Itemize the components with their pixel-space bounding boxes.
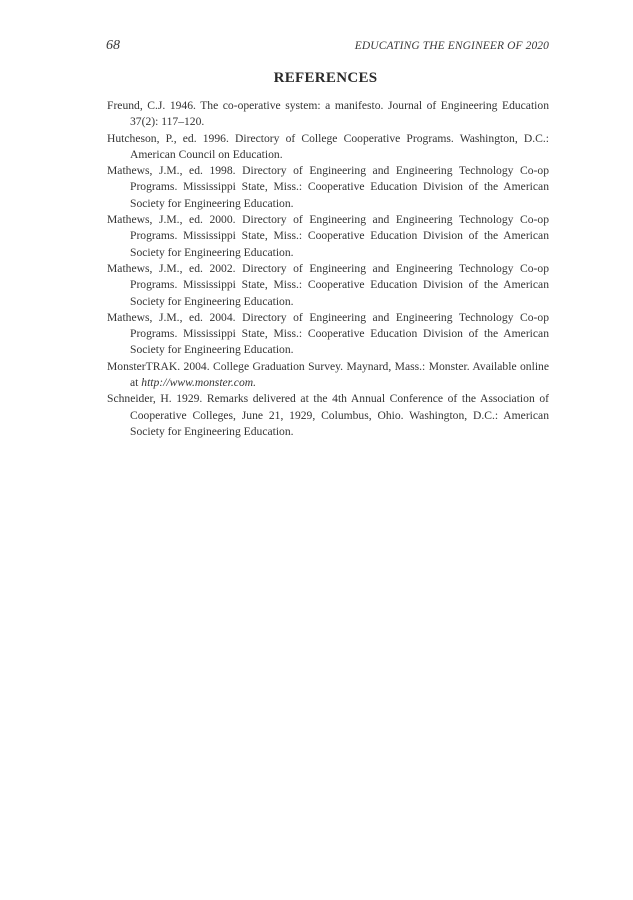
reference-url-period: . xyxy=(253,376,257,390)
reference-item xyxy=(107,359,549,392)
page-number: 68 xyxy=(106,38,120,53)
reference-url: http://www.monster.com xyxy=(141,376,254,390)
reference-item xyxy=(107,98,549,131)
reference-text: Mathews, J.M., ed. 2002. Directory of Engineering and Engineering Technology Co-op Programs. Mississippi State, Miss.: Cooperative Education Division of the American Society for Engineering Education. xyxy=(107,261,549,308)
running-header xyxy=(106,38,549,56)
reference-text: Mathews, J.M., ed. 2004. Directory of Engineering and Engineering Technology Co-op Programs. Mississippi State, Miss.: Cooperative Education Division of the American Society for Engineering Education. xyxy=(107,310,549,357)
reference-item xyxy=(107,163,549,212)
reference-item xyxy=(107,391,549,440)
reference-item xyxy=(107,261,549,310)
reference-list xyxy=(107,98,549,440)
section-title: REFERENCES xyxy=(273,70,378,86)
reference-item xyxy=(107,212,549,261)
reference-item xyxy=(107,310,549,359)
reference-text: MonsterTRAK. 2004. College Graduation Survey. Maynard, Mass.: Monster. Available online at xyxy=(107,359,549,390)
running-title: EDUCATING THE ENGINEER OF 2020 xyxy=(354,40,549,52)
reference-text: Hutcheson, P., ed. 1996. Directory of College Cooperative Programs. Washington, D.C.: American Council on Education. xyxy=(107,131,549,161)
reference-text: Freund, C.J. 1946. The co-operative system: a manifesto. Journal of Engineering Education 37(2): 117–120. xyxy=(107,99,549,129)
reference-text: Mathews, J.M., ed. 2000. Directory of Engineering and Engineering Technology Co-op Programs. Mississippi State, Miss.: Cooperative Education Division of the American Society for Engineering Education. xyxy=(107,213,549,259)
reference-text: Schneider, H. 1929. Remarks delivered at the 4th Annual Conference of the Association of Cooperative Colleges, June 21, 1929, Columbus, Ohio. Washington, D.C.: American Society for Engineering Education. xyxy=(107,392,549,438)
reference-item xyxy=(107,131,549,164)
reference-text: Mathews, J.M., ed. 1998. Directory of Engineering and Engineering Technology Co-op Programs. Mississippi State, Miss.: Cooperative Education Division of the American Society for Engineering Education. xyxy=(107,164,549,210)
